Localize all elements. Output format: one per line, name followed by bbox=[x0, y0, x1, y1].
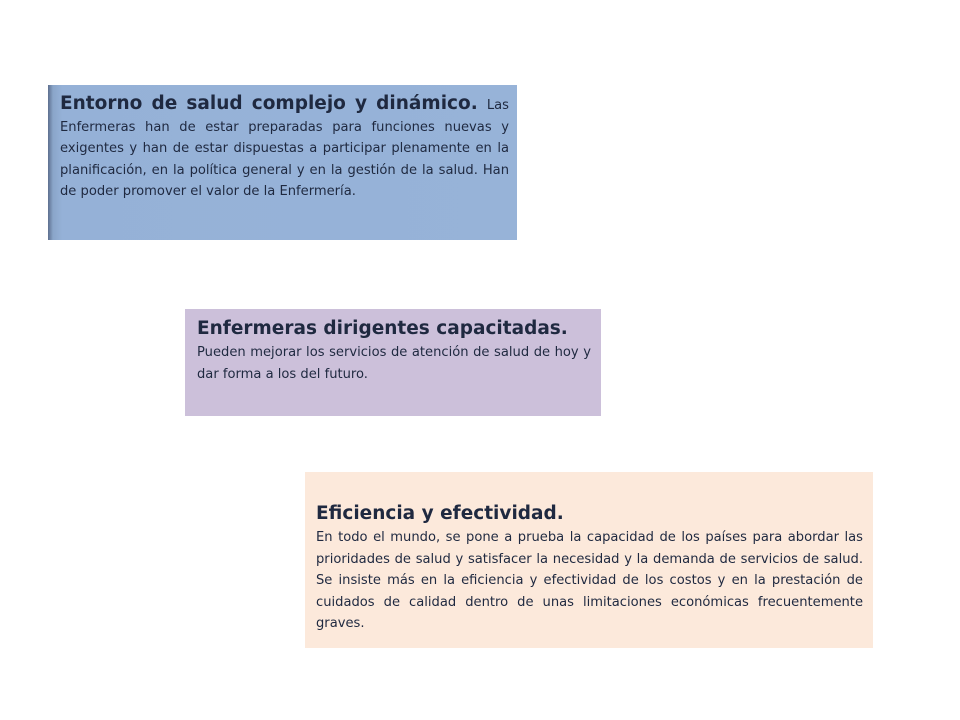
enfermeras-dirigentes-title: Enfermeras dirigentes capacitadas. bbox=[197, 318, 568, 339]
entorno-salud-body: Las Enfermeras han de estar preparadas para funciones nuevas y exigentes y han de estar dispuestas a participar plenamente en la planificación, en la política general y en la gestión de la salud. Han de poder promover el valor de la Enfermería. bbox=[60, 98, 509, 200]
eficiencia-efectividad-title: Eficiencia y efectividad. bbox=[316, 503, 564, 524]
entorno-salud-title: Entorno de salud complejo y dinámico. bbox=[60, 93, 487, 114]
enfermeras-dirigentes-box bbox=[185, 309, 601, 416]
enfermeras-dirigentes-body: Pueden mejorar los servicios de atención de salud de hoy y dar forma a los del futuro. bbox=[197, 345, 591, 382]
eficiencia-efectividad-body: En todo el mundo, se pone a prueba la capacidad de los países para abordar las prioridades de salud y satisfacer la necesidad y la demanda de servicios de salud. Se insiste más en la eficiencia y efectividad de los costos y en la prestación de cuidados de calidad dentro de unas limitaciones económicas frecuentemente graves. bbox=[316, 530, 863, 632]
entorno-salud-box bbox=[48, 85, 517, 240]
eficiencia-efectividad-box bbox=[305, 472, 873, 648]
